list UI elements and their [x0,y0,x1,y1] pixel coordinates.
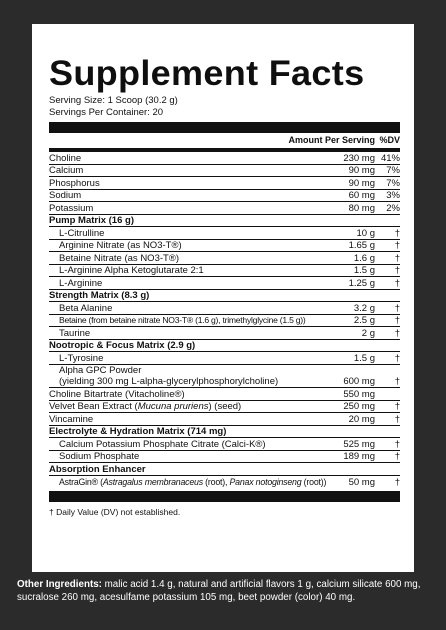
bottom-divider [49,491,400,502]
supplement-facts-panel [32,24,414,572]
pump-matrix [49,215,400,290]
nootropic-matrix [49,340,400,426]
electrolyte-matrix [49,426,400,464]
table-row: L-Arginine Alpha Ketoglutarate 2:1 1.5 g † [49,265,400,278]
table-row: Taurine 2 g † [49,327,400,340]
amount-header: Amount Per Serving [288,135,375,145]
other-ingredients [17,578,432,604]
column-header [49,134,400,146]
table-row: L-Arginine 1.25 g † [49,277,400,290]
table-row: Phosphorus 90 mg 7% [49,177,400,189]
section-header: Pump Matrix (16 g) [49,215,400,228]
table-row: L-Tyrosine 1.5 g † [49,352,400,365]
other-ingredients-label: Other Ingredients: [17,579,102,590]
table-row: Betaine Nitrate (as NO3-T®) 1.6 g † [49,252,400,265]
serving-size: Serving Size: 1 Scoop (30.2 g) [49,95,178,106]
table-row: Alpha GPC Powder (yielding 300 mg L-alpha-glycerylphosphorylcholine) 600 mg † [49,365,400,389]
section-header: Absorption Enhancer [49,463,400,476]
table-row: Vincamine 20 mg † [49,413,400,425]
table-row: Betaine (from betaine nitrate NO3-T® (1.6 g), trimethylglycine (1.5 g)) 2.5 g † [49,315,400,328]
table-row: Calcium 90 mg 7% [49,165,400,176]
other-ingredients-text: malic acid 1.4 g, natural and artificial flavors 1 g, calcium silicate 600 mg, sucralose 260 mg, acesulfame potassium 105 mg, beet powder (color) 40 mg. [17,579,421,603]
vitamin-rows [49,152,400,215]
dv-footnote: † Daily Value (DV) not established. [49,506,181,517]
thick-divider [49,122,400,133]
table-row: AstraGin® (Astragalus membranaceus (root), Panax notoginseng (root)) 50 mg † [59,476,400,488]
table-row: Arginine Nitrate (as NO3-T®) 1.65 g † [49,240,400,253]
table-row: L-Citrulline 10 g † [49,227,400,240]
page-title: Supplement Facts [49,54,365,93]
section-header: Nootropic & Focus Matrix (2.9 g) [49,340,400,353]
section-header: Electrolyte & Hydration Matrix (714 mg) [49,426,400,439]
table-row: Velvet Bean Extract (Mucuna pruriens) (seed) 250 mg † [49,401,400,412]
table-row: Choline 230 mg 41% [49,152,400,164]
table-row: Sodium 60 mg 3% [49,190,400,201]
absorption-enhancer [49,463,400,488]
dv-header: %DV [379,135,400,145]
table-row: Beta Alanine 3.2 g † [49,302,400,315]
table-row: Choline Bitartrate (Vitacholine®) 550 mg [49,388,400,401]
table-row: Potassium 80 mg 2% [49,202,400,214]
servings-per-container: Servings Per Container: 20 [49,106,164,118]
section-header: Strength Matrix (8.3 g) [49,290,400,303]
table-row: Calcium Potassium Phosphate Citrate (Calci-K®) 525 mg † [49,438,400,451]
table-row: Sodium Phosphate 189 mg † [49,451,400,464]
strength-matrix [49,290,400,340]
